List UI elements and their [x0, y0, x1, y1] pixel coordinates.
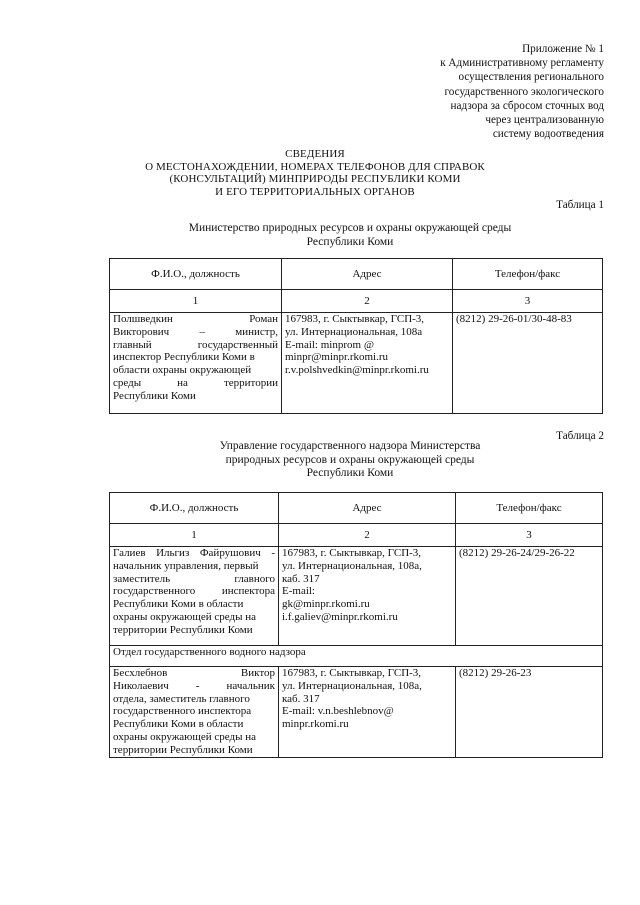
- fio-word: области охраны окружающей: [113, 364, 252, 377]
- fio-word: Ильгиз: [156, 547, 190, 559]
- fio-word: –: [199, 325, 205, 338]
- email-link[interactable]: minpr@minpr.rkomi.ru: [285, 351, 389, 364]
- fio-line: [113, 560, 275, 573]
- email-link[interactable]: i.f.galiev@minpr.rkomi.ru: [282, 610, 398, 623]
- address-cell: [279, 667, 456, 758]
- fio-line: [113, 667, 275, 680]
- fio-word: начальник управления, первый: [113, 559, 259, 572]
- fio-word: территории: [223, 376, 278, 389]
- column-header-fio: Ф.И.О., должность: [110, 259, 282, 290]
- fio-cell: [110, 313, 282, 414]
- caption-line: природных ресурсов и охраны окружающей среды: [225, 453, 475, 466]
- fio-line: [113, 313, 278, 326]
- column-header-phone: Телефон/факс: [453, 259, 603, 290]
- column-number: 3: [456, 524, 603, 547]
- address-line: E-mail:: [282, 585, 315, 598]
- column-number: 2: [279, 524, 456, 547]
- column-header-fio: Ф.И.О., должность: [110, 493, 279, 524]
- fio-word: инспектор Республики Коми в: [113, 351, 255, 364]
- fio-line: [113, 693, 275, 706]
- fio-line: [113, 744, 275, 757]
- fio-word: начальник: [226, 679, 275, 692]
- email-link[interactable]: minpr.rkomi.ru: [282, 718, 349, 731]
- fio-word: государственного: [113, 585, 196, 598]
- table2-number: Таблица 2: [556, 430, 604, 442]
- fio-word: Николаевич: [113, 679, 169, 692]
- document-heading: [110, 148, 520, 198]
- caption-line: Управление государственного надзора Министерства: [219, 440, 481, 452]
- address-line: каб. 317: [282, 572, 320, 585]
- address-line: ул. Интернациональная, 108а,: [282, 559, 422, 572]
- appendix-line: к Административному регламенту: [440, 57, 604, 70]
- fio-word: Галиев: [113, 547, 146, 559]
- heading-line: СВЕДЕНИЯ: [285, 148, 345, 160]
- address-cell: [279, 547, 456, 646]
- appendix-note: [344, 42, 604, 141]
- fio-line: [113, 585, 275, 598]
- fio-word: Виктор: [240, 667, 275, 679]
- fio-word: главный: [113, 338, 152, 351]
- fio-line: [113, 364, 278, 377]
- heading-line: (КОНСУЛЬТАЦИЙ) МИНПРИРОДЫ РЕСПУБЛИКИ КОМИ: [169, 173, 461, 186]
- appendix-line: государственного экологического: [444, 85, 604, 98]
- phone-value: (8212) 29-26-23: [459, 667, 532, 679]
- fio-word: Республики Коми в области: [113, 718, 244, 731]
- fio-word: охраны окружающей среды на: [113, 730, 257, 743]
- table-number-row: [110, 524, 603, 547]
- address-line: 167983, г. Сыктывкар, ГСП-3,: [285, 313, 425, 325]
- fio-line: [113, 326, 278, 339]
- fio-word: территории Республики Коми: [113, 623, 253, 636]
- table1-caption: [160, 222, 540, 249]
- caption-line: Республики Коми: [306, 467, 394, 479]
- fio-cell: [110, 667, 279, 758]
- caption-line: Республики Коми: [306, 235, 394, 248]
- fio-word: заместитель: [113, 572, 171, 585]
- email-link[interactable]: E-mail: v.n.beshlebnov@: [282, 705, 394, 718]
- address-line: ул. Интернациональная, 108а: [285, 325, 423, 338]
- phone-value: (8212) 29-26-24/29-26-22: [459, 547, 575, 559]
- fio-word: Республики Коми: [113, 389, 196, 402]
- phone-cell: [456, 667, 603, 758]
- email-link[interactable]: gk@minpr.rkomi.ru: [282, 598, 370, 611]
- column-header-address: Адрес: [282, 259, 453, 290]
- fio-word: Полшведкин: [113, 313, 173, 325]
- table2: [109, 492, 603, 758]
- address-line: 167983, г. Сыктывкар, ГСП-3,: [282, 667, 422, 679]
- table-row: [110, 667, 603, 758]
- fio-line: [113, 705, 275, 718]
- fio-line: [113, 390, 278, 403]
- fio-word: Бесхлебнов: [113, 667, 168, 679]
- table2-caption: [160, 440, 540, 481]
- fio-word: территории Республики Коми: [113, 743, 253, 756]
- fio-word: среды: [113, 376, 142, 389]
- table-row: [110, 547, 603, 646]
- fio-line: [113, 718, 275, 731]
- fio-word: главного: [234, 572, 275, 585]
- column-number: 3: [453, 290, 603, 313]
- fio-word: государственный: [197, 338, 278, 351]
- table-header-row: [110, 259, 603, 290]
- fio-word: министр,: [235, 325, 278, 338]
- email-link[interactable]: r.v.polshvedkin@minpr.rkomi.ru: [285, 364, 429, 377]
- phone-cell: [453, 313, 603, 414]
- column-number: 1: [110, 524, 279, 547]
- fio-word: Республики Коми в области: [113, 598, 244, 611]
- fio-word: охраны окружающей среды на: [113, 610, 257, 623]
- appendix-line: надзора за сбросом сточных вод: [450, 99, 604, 112]
- caption-line: Министерство природных ресурсов и охраны окружающей среды: [188, 222, 512, 234]
- fio-word: на: [177, 376, 188, 389]
- fio-line: [113, 680, 275, 693]
- appendix-line: систему водоотведения: [492, 128, 604, 141]
- fio-word: отдела, заместитель главного: [113, 692, 250, 705]
- address-line: ул. Интернациональная, 108а,: [282, 679, 422, 692]
- fio-word: -: [271, 547, 275, 559]
- fio-line: [113, 547, 275, 560]
- heading-line: И ЕГО ТЕРРИТОРИАЛЬНЫХ ОРГАНОВ: [215, 185, 415, 198]
- address-line: 167983, г. Сыктывкар, ГСП-3,: [282, 547, 422, 559]
- section-row: [110, 646, 603, 667]
- fio-word: государственного инспектора: [113, 705, 252, 718]
- address-cell: [282, 313, 453, 414]
- fio-line: [113, 339, 278, 352]
- fio-word: -: [195, 679, 200, 692]
- appendix-line: через централизованную: [485, 114, 604, 127]
- fio-line: [113, 377, 278, 390]
- fio-line: [113, 624, 275, 637]
- fio-word: Файрушович: [199, 547, 261, 559]
- table-header-row: [110, 493, 603, 524]
- fio-line: [113, 611, 275, 624]
- column-header-address: Адрес: [279, 493, 456, 524]
- fio-word: инспектора: [221, 585, 275, 598]
- fio-line: [113, 731, 275, 744]
- phone-value: (8212) 29-26-01/30-48-83: [456, 313, 572, 325]
- fio-word: Викторович: [113, 325, 170, 338]
- address-line: каб. 317: [282, 692, 320, 705]
- fio-line: [113, 598, 275, 611]
- table1: [109, 258, 603, 414]
- column-header-phone: Телефон/факс: [456, 493, 603, 524]
- phone-cell: [456, 547, 603, 646]
- appendix-line: осуществления регионального: [458, 71, 604, 84]
- fio-cell: [110, 547, 279, 646]
- table-number-row: [110, 290, 603, 313]
- fio-line: [113, 573, 275, 586]
- email-link[interactable]: E-mail: minprom @: [285, 338, 374, 351]
- fio-word: Роман: [249, 313, 278, 325]
- column-number: 1: [110, 290, 282, 313]
- table-row: [110, 313, 603, 414]
- table1-number: Таблица 1: [556, 199, 604, 211]
- heading-line: О МЕСТОНАХОЖДЕНИИ, НОМЕРАХ ТЕЛЕФОНОВ ДЛЯ СПРАВОК: [145, 160, 485, 173]
- section-title: Отдел государственного водного надзора: [110, 646, 603, 667]
- column-number: 2: [282, 290, 453, 313]
- fio-line: [113, 351, 278, 364]
- appendix-line: Приложение № 1: [522, 43, 604, 55]
